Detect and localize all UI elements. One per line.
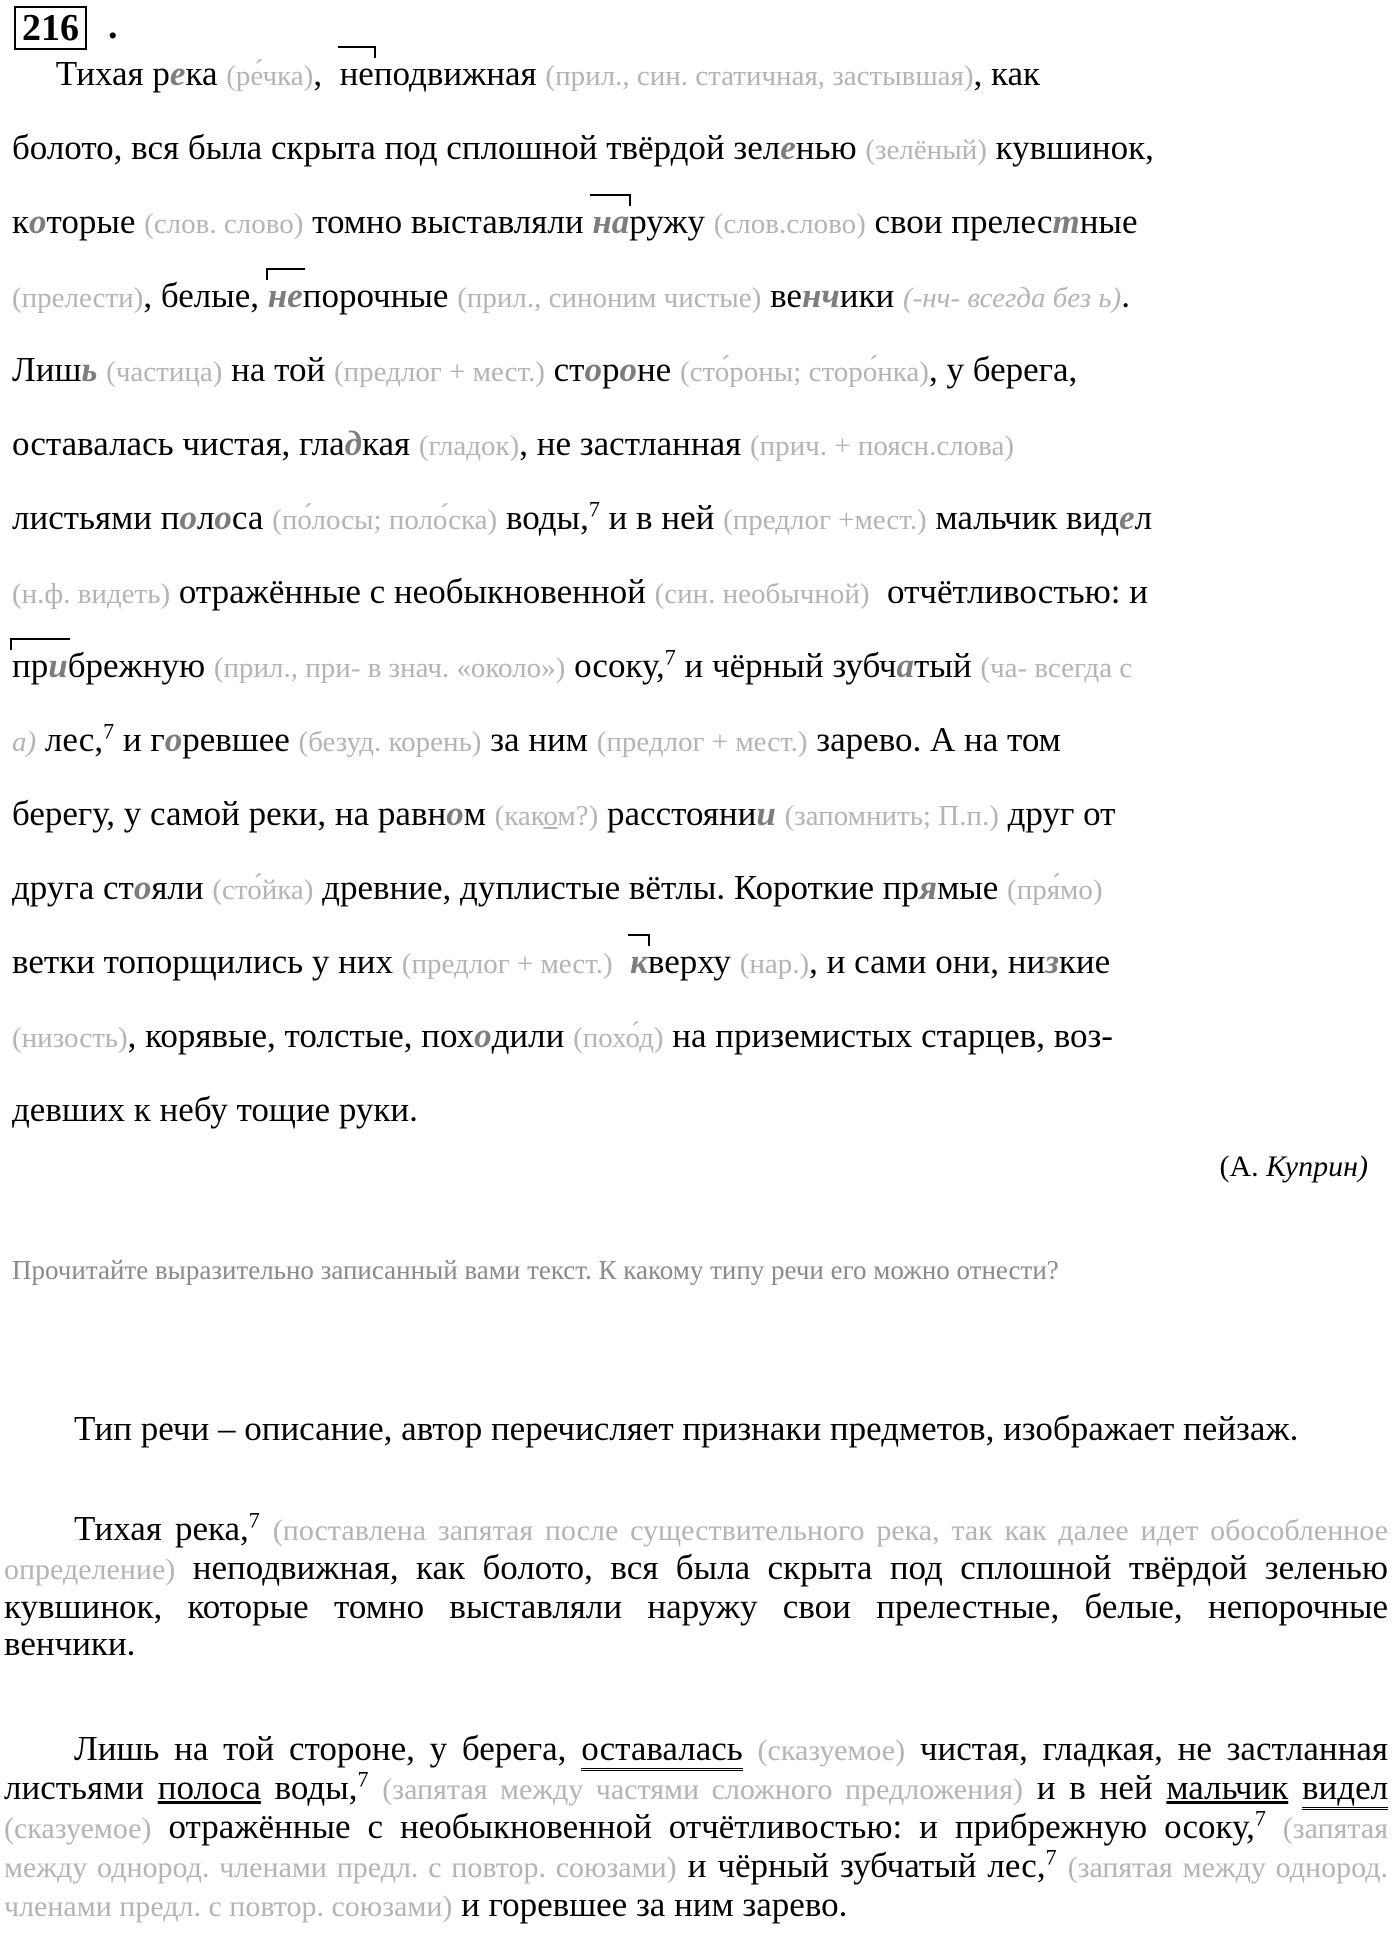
- footnote-mark: 7: [1045, 1844, 1057, 1870]
- answer-paragraph: [4, 1507, 1388, 1663]
- text-line: (прелести), белые, непорочные (прил., синоним чистые) венчики (-нч- всегда без ь).: [12, 260, 1384, 334]
- text-line: берегу, у самой реки, на равном (каком?) расстоянии (запомнить; П.п.) друг от: [12, 794, 1116, 833]
- author-initial: (А.: [1219, 1150, 1259, 1183]
- footnote-mark: 7: [248, 1507, 260, 1533]
- grammar-note: (запятая между однород. членами предл. с повтор. союзами): [4, 1812, 1388, 1884]
- text-line: друга стояли (сто́йка) древние, дуплистые вётлы. Короткие прямые (пря́мо): [12, 868, 1103, 907]
- text-line: оставалась чистая, гладкая (гладок), не застланная (прич. + поясн.слова): [12, 424, 1015, 463]
- text-line: а) лес,$^7$ и горевшее (безуд. корень) за ним (предлог + мест.) зарево. А на том: [12, 718, 1061, 759]
- footnote-mark: 7: [357, 1766, 369, 1792]
- answer-text: и чёрный зубчатый лес,: [687, 1846, 1046, 1885]
- exercise-text: [12, 38, 1384, 1146]
- text-line: болото, вся была скрыта под сплошной твёрдой зеленью (зелёный) кувшинок,: [12, 128, 1154, 167]
- text-line: которые (слов. слово) томно выставляли наружу (слов.слово) свои прелестные: [12, 186, 1384, 260]
- answer-sentence-2: [4, 1730, 1388, 1925]
- text-line: прибрежную (прил., при- в знач. «около») осоку,$^7$ и чёрный зубчатый (ча- всегда с: [12, 630, 1384, 704]
- author-name: Куприн): [1266, 1150, 1368, 1183]
- grammar-note: (сказуемое): [4, 1812, 152, 1845]
- grammar-note: (поставлена запятая после существительного река, так как далее идет обособленное определение): [4, 1514, 1388, 1586]
- answer-text: чистая, гладкая, не застланная листьями: [4, 1729, 1389, 1807]
- answer-text: неподвижная, как болото, вся была скрыта под сплошной твёрдой зеленью кувшинок, которые томно выставляли наружу свои прелестные, белые, непорочные венчики.: [4, 1548, 1388, 1663]
- exercise-number: 216: [14, 6, 87, 50]
- grammar-note: (сказуемое): [757, 1734, 906, 1767]
- answer-speech-type: [4, 1410, 1388, 1447]
- text-line: ветки топорщились у них (предлог + мест.) кверху (нар.), и сами они, низкие: [12, 926, 1384, 1000]
- answer-text: отражённые с необыкновенной отчётливостью: и прибрежную осоку,: [168, 1807, 1255, 1846]
- answer-paragraph: [4, 1730, 1388, 1925]
- answer-sentence-1: [4, 1507, 1388, 1663]
- task-question: Прочитайте выразительно записанный вами текст. К какому типу речи его можно отнести?: [12, 1255, 1059, 1285]
- text-line: Лишь (частица) на той (предлог + мест.) стороне (сто́роны; сторо́нка), у берега,: [12, 350, 1078, 389]
- text-line: листьями полоса (по́лосы; поло́ска) воды,$^7$ и в ней (предлог +мест.) мальчик видел: [12, 496, 1153, 537]
- answer-text: Тихая река,: [74, 1509, 249, 1548]
- predicate-underlined: видел: [1302, 1768, 1388, 1810]
- answer-text: и горевшее за ним зарево.: [461, 1885, 848, 1924]
- text-line: (низость), корявые, толстые, походили (похо́д) на приземистых старцев, воз-: [12, 1016, 1113, 1055]
- grammar-note: (запятая между частями сложного предложения): [382, 1773, 1024, 1806]
- author-attribution: [1220, 1150, 1368, 1184]
- predicate-underlined: оставалась: [581, 1729, 743, 1771]
- exercise-number-dot: .: [108, 5, 118, 47]
- answer-paragraph: Тип речи – описание, автор перечисляет признаки предметов, изображает пейзаж.: [74, 1409, 1299, 1448]
- subject-underlined: полоса: [157, 1768, 261, 1807]
- footnote-mark: 7: [1254, 1805, 1266, 1831]
- text-line: девших к небу тощие руки.: [12, 1090, 418, 1129]
- answer-text: и в ней: [1036, 1768, 1153, 1807]
- subject-underlined: мальчик: [1166, 1768, 1289, 1807]
- text-line: (н.ф. видеть) отражённые с необыкновенной (син. необычной) отчётливостью: и: [12, 572, 1148, 611]
- text-line: Тихая река (ре́чка), неподвижная (прил., син. статичная, застывшая), как: [12, 38, 1384, 112]
- answer-text: воды,: [274, 1768, 358, 1807]
- answer-text: Лишь на той стороне, у берега,: [74, 1729, 567, 1768]
- grammar-note: (запятая между однород. членами предл. с повтор. союзами): [4, 1851, 1388, 1923]
